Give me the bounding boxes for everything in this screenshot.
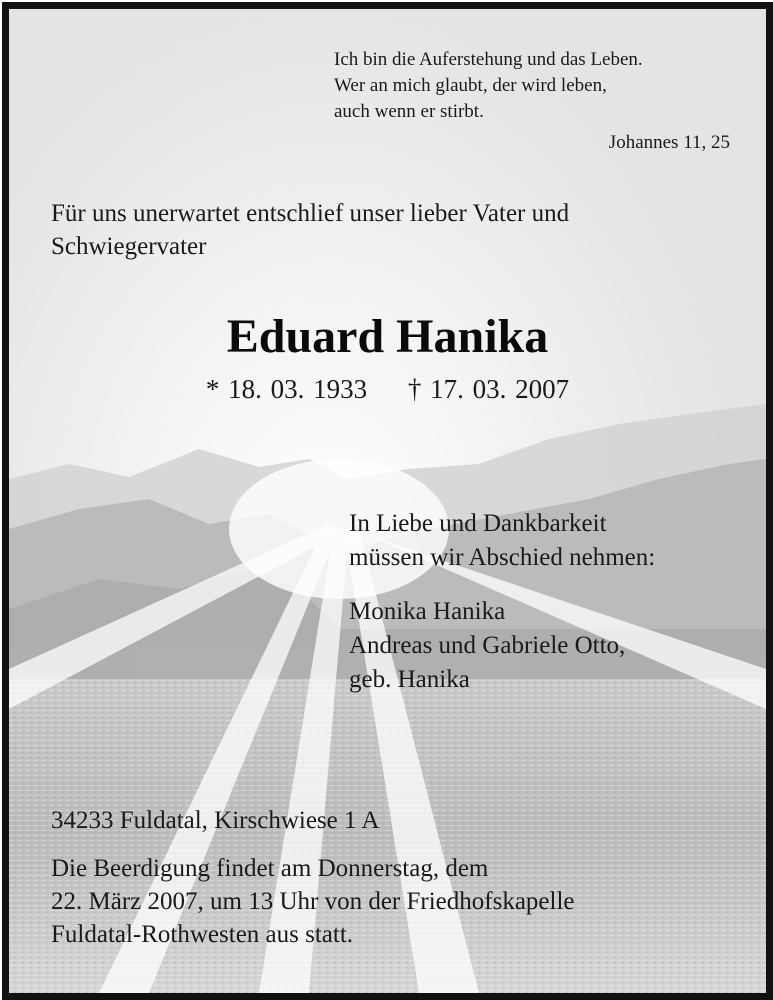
intro-text — [51, 197, 723, 263]
mourner-line: geb. Hanika — [349, 666, 470, 693]
farewell-line: In Liebe und Dankbarkeit — [349, 510, 607, 537]
death-date: † 17. 03. 2007 — [407, 374, 570, 404]
mourners-list — [349, 595, 749, 697]
funeral-line: 22. März 2007, um 13 Uhr von der Friedhofskapelle — [51, 888, 575, 915]
bible-quote — [334, 47, 724, 125]
farewell-line: müssen wir Abschied nehmen: — [349, 544, 656, 571]
mourner-line: Monika Hanika — [349, 598, 506, 625]
farewell-text — [349, 507, 749, 575]
funeral-line: Fuldatal-Rothwesten aus statt. — [51, 921, 354, 948]
obituary-card — [2, 2, 773, 1000]
quote-line: Ich bin die Auferstehung und das Leben. — [334, 49, 643, 70]
funeral-line: Die Beerdigung findet am Donnerstag, dem — [51, 855, 489, 882]
intro-line: Schwiegervater — [51, 233, 207, 260]
quote-line: auch wenn er stirbt. — [334, 101, 484, 122]
funeral-info — [51, 852, 731, 951]
quote-line: Wer an mich glaubt, der wird leben, — [334, 75, 607, 96]
address: 34233 Fuldatal, Kirschwiese 1 A — [51, 807, 380, 834]
quote-reference: Johannes 11, 25 — [608, 132, 730, 153]
sunrise-lake-background-image — [9, 9, 766, 993]
intro-line: Für uns unerwartet entschlief unser lieber Vater und — [51, 200, 570, 227]
deceased-name: Eduard Hanika — [226, 310, 549, 363]
mourner-line: Andreas und Gabriele Otto, — [349, 632, 626, 659]
birth-date: * 18. 03. 1933 — [205, 374, 368, 404]
life-dates — [9, 374, 766, 405]
